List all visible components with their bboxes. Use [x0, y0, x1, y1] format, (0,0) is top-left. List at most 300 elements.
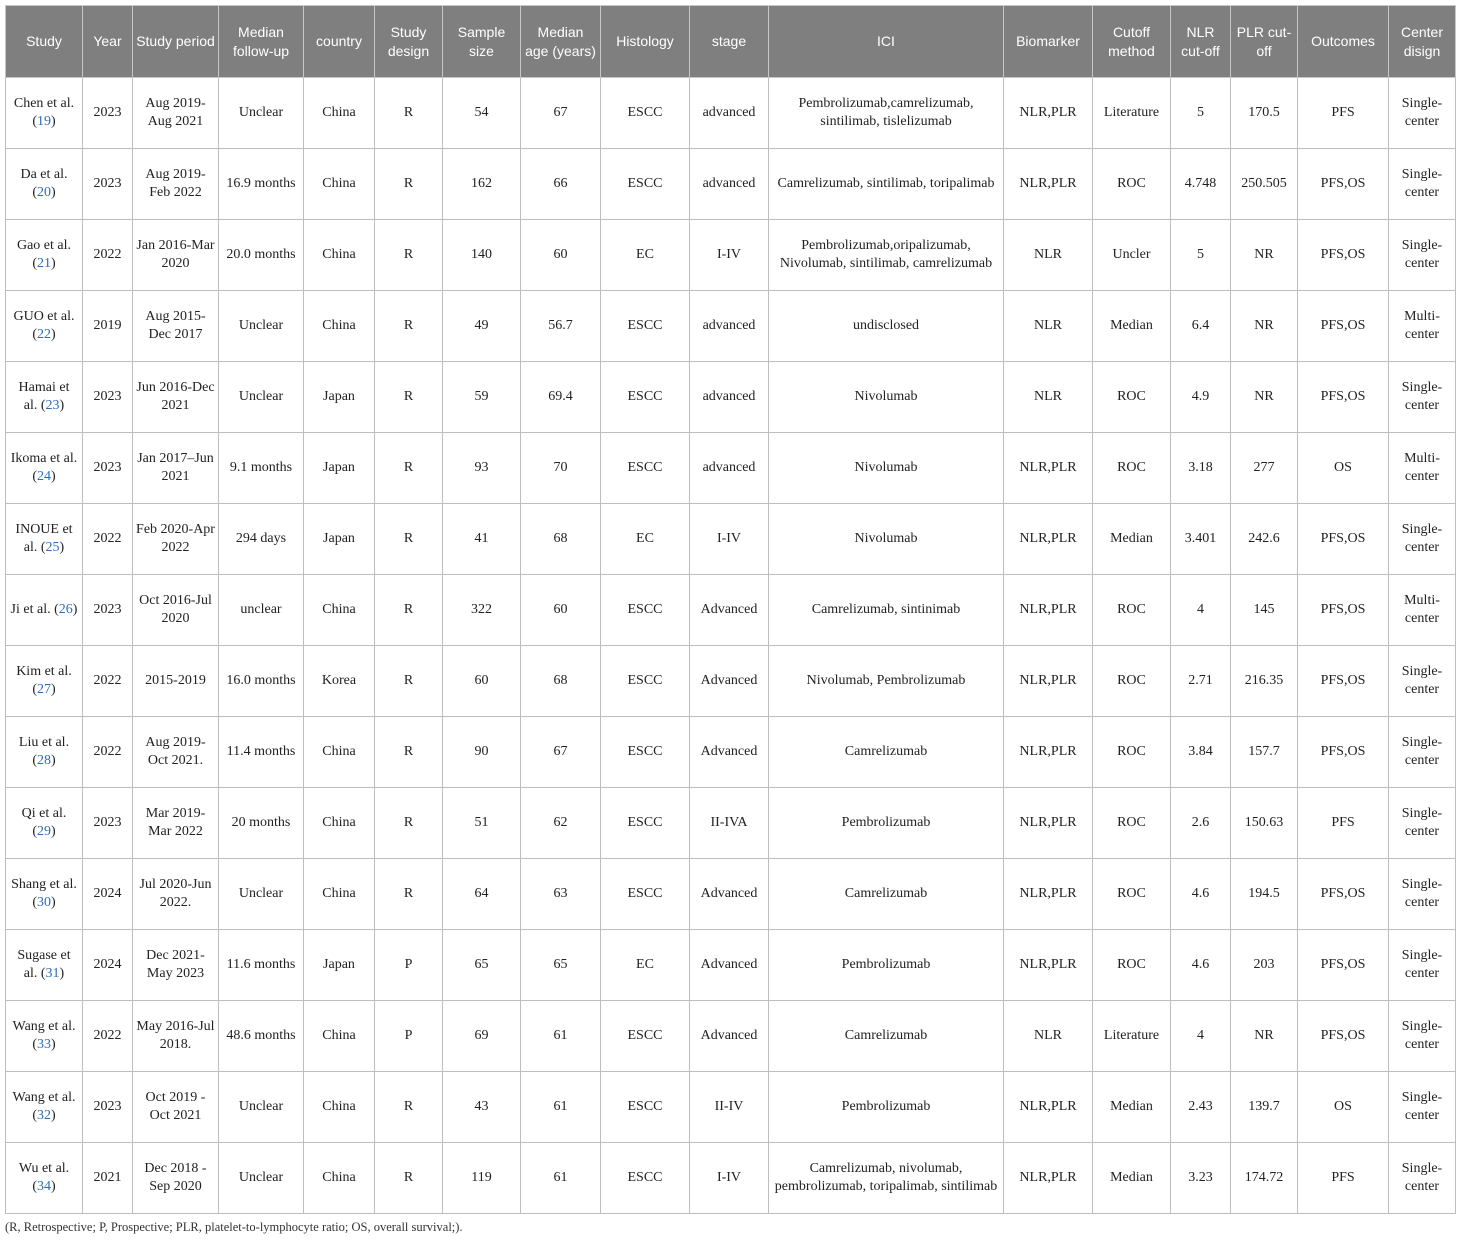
- study-name: Da et al. (: [20, 166, 68, 200]
- year-cell: 2023: [83, 575, 133, 646]
- nlr-cell: 2.6: [1171, 788, 1231, 859]
- ici-cell: Camrelizumab: [769, 717, 1004, 788]
- reference-close-paren: ): [51, 824, 56, 839]
- stage-cell: II-IVA: [690, 788, 769, 859]
- ici-cell: Pembrolizumab: [769, 930, 1004, 1001]
- reference-link[interactable]: 34: [37, 1179, 51, 1194]
- period-cell: 2015-2019: [133, 646, 219, 717]
- column-header: Sample size: [443, 6, 521, 78]
- histology-cell: ESCC: [601, 1001, 690, 1072]
- center-cell: Single-center: [1389, 220, 1456, 291]
- column-header: Median follow-up: [219, 6, 304, 78]
- cutoff-cell: ROC: [1093, 930, 1171, 1001]
- age-cell: 60: [521, 220, 601, 291]
- followup-cell: unclear: [219, 575, 304, 646]
- cutoff-cell: Median: [1093, 1072, 1171, 1143]
- study-characteristics-table: [5, 5, 1456, 1214]
- outcomes-cell: PFS,OS: [1298, 930, 1389, 1001]
- study-cell: [6, 1001, 83, 1072]
- study-cell: [6, 504, 83, 575]
- followup-cell: Unclear: [219, 1143, 304, 1214]
- study-cell: [6, 362, 83, 433]
- biomarker-cell: NLR,PLR: [1004, 433, 1093, 504]
- age-cell: 70: [521, 433, 601, 504]
- plr-cell: NR: [1231, 291, 1298, 362]
- biomarker-cell: NLR,PLR: [1004, 646, 1093, 717]
- reference-link[interactable]: 20: [37, 185, 51, 200]
- followup-cell: 20.0 months: [219, 220, 304, 291]
- table-row: [6, 362, 1456, 433]
- age-cell: 68: [521, 646, 601, 717]
- ici-cell: Pembrolizumab,camrelizumab, sintilimab, tislelizumab: [769, 78, 1004, 149]
- stage-cell: advanced: [690, 149, 769, 220]
- study-name: Hamai et al. (: [18, 379, 70, 413]
- study-cell: [6, 930, 83, 1001]
- histology-cell: EC: [601, 220, 690, 291]
- study-name: Gao et al. (: [16, 237, 72, 271]
- plr-cell: 139.7: [1231, 1072, 1298, 1143]
- country-cell: China: [304, 575, 375, 646]
- year-cell: 2022: [83, 220, 133, 291]
- table-row: [6, 149, 1456, 220]
- column-header: Outcomes: [1298, 6, 1389, 78]
- stage-cell: advanced: [690, 433, 769, 504]
- ici-cell: Camrelizumab: [769, 1001, 1004, 1072]
- header-row: [6, 6, 1456, 78]
- year-cell: 2023: [83, 788, 133, 859]
- stage-cell: Advanced: [690, 859, 769, 930]
- column-header: stage: [690, 6, 769, 78]
- reference-close-paren: ): [72, 601, 78, 617]
- period-cell: Aug 2019-Feb 2022: [133, 149, 219, 220]
- study-name: Ikoma et al. (: [10, 450, 78, 484]
- country-cell: Japan: [304, 433, 375, 504]
- stage-cell: II-IV: [690, 1072, 769, 1143]
- year-cell: 2023: [83, 1072, 133, 1143]
- study-cell: [6, 149, 83, 220]
- nlr-cell: 5: [1171, 220, 1231, 291]
- plr-cell: 174.72: [1231, 1143, 1298, 1214]
- sample-cell: 43: [443, 1072, 521, 1143]
- cutoff-cell: ROC: [1093, 859, 1171, 930]
- year-cell: 2023: [83, 78, 133, 149]
- stage-cell: advanced: [690, 291, 769, 362]
- cutoff-cell: Median: [1093, 291, 1171, 362]
- column-header: Median age (years): [521, 6, 601, 78]
- center-cell: Single-center: [1389, 788, 1456, 859]
- table-row: [6, 291, 1456, 362]
- year-cell: 2022: [83, 504, 133, 575]
- study-cell: [6, 220, 83, 291]
- cutoff-cell: Literature: [1093, 1001, 1171, 1072]
- period-cell: Oct 2019 -Oct 2021: [133, 1072, 219, 1143]
- period-cell: Jan 2017–Jun 2021: [133, 433, 219, 504]
- study-name: GUO et al. (: [13, 308, 75, 342]
- nlr-cell: 5: [1171, 78, 1231, 149]
- age-cell: 65: [521, 930, 601, 1001]
- country-cell: China: [304, 1001, 375, 1072]
- outcomes-cell: PFS: [1298, 78, 1389, 149]
- nlr-cell: 4: [1171, 575, 1231, 646]
- histology-cell: EC: [601, 930, 690, 1001]
- year-cell: 2023: [83, 149, 133, 220]
- plr-cell: 194.5: [1231, 859, 1298, 930]
- country-cell: China: [304, 788, 375, 859]
- sample-cell: 93: [443, 433, 521, 504]
- design-cell: R: [375, 433, 443, 504]
- cutoff-cell: Literature: [1093, 78, 1171, 149]
- period-cell: Mar 2019-Mar 2022: [133, 788, 219, 859]
- period-cell: Aug 2019-Aug 2021: [133, 78, 219, 149]
- histology-cell: ESCC: [601, 291, 690, 362]
- period-cell: Feb 2020-Apr 2022: [133, 504, 219, 575]
- country-cell: China: [304, 1143, 375, 1214]
- ici-cell: Camrelizumab, sintilimab, toripalimab: [769, 149, 1004, 220]
- reference-link[interactable]: 28: [37, 753, 51, 768]
- plr-cell: 203: [1231, 930, 1298, 1001]
- table-row: [6, 788, 1456, 859]
- study-cell: [6, 433, 83, 504]
- year-cell: 2024: [83, 859, 133, 930]
- country-cell: China: [304, 291, 375, 362]
- outcomes-cell: PFS: [1298, 1143, 1389, 1214]
- outcomes-cell: PFS,OS: [1298, 646, 1389, 717]
- histology-cell: ESCC: [601, 78, 690, 149]
- column-header: Histology: [601, 6, 690, 78]
- country-cell: China: [304, 859, 375, 930]
- column-header: Study design: [375, 6, 443, 78]
- ici-cell: Camrelizumab, nivolumab, pembrolizumab, toripalimab, sintilimab: [769, 1143, 1004, 1214]
- nlr-cell: 3.401: [1171, 504, 1231, 575]
- age-cell: 67: [521, 717, 601, 788]
- column-header: Study: [6, 6, 83, 78]
- stage-cell: advanced: [690, 362, 769, 433]
- biomarker-cell: NLR,PLR: [1004, 717, 1093, 788]
- column-header: PLR cut-off: [1231, 6, 1298, 78]
- nlr-cell: 3.18: [1171, 433, 1231, 504]
- reference-close-paren: ): [59, 398, 65, 413]
- followup-cell: 48.6 months: [219, 1001, 304, 1072]
- outcomes-cell: PFS: [1298, 788, 1389, 859]
- age-cell: 62: [521, 788, 601, 859]
- year-cell: 2022: [83, 1001, 133, 1072]
- reference-link[interactable]: 25: [45, 540, 60, 555]
- cutoff-cell: ROC: [1093, 717, 1171, 788]
- design-cell: R: [375, 1143, 443, 1214]
- reference-close-paren: ): [51, 256, 56, 271]
- center-cell: Single-center: [1389, 78, 1456, 149]
- plr-cell: 150.63: [1231, 788, 1298, 859]
- reference-close-paren: ): [51, 682, 56, 697]
- plr-cell: 250.505: [1231, 149, 1298, 220]
- plr-cell: NR: [1231, 220, 1298, 291]
- nlr-cell: 2.43: [1171, 1072, 1231, 1143]
- year-cell: 2021: [83, 1143, 133, 1214]
- reference-link[interactable]: 22: [37, 327, 51, 342]
- center-cell: Single-center: [1389, 149, 1456, 220]
- stage-cell: I-IV: [690, 1143, 769, 1214]
- study-cell: [6, 291, 83, 362]
- reference-link[interactable]: 23: [45, 398, 60, 413]
- nlr-cell: 6.4: [1171, 291, 1231, 362]
- age-cell: 61: [521, 1001, 601, 1072]
- year-cell: 2023: [83, 362, 133, 433]
- column-header: Year: [83, 6, 133, 78]
- reference-link[interactable]: 31: [45, 966, 60, 981]
- histology-cell: ESCC: [601, 859, 690, 930]
- design-cell: R: [375, 504, 443, 575]
- nlr-cell: 4.748: [1171, 149, 1231, 220]
- sample-cell: 41: [443, 504, 521, 575]
- cutoff-cell: Median: [1093, 504, 1171, 575]
- age-cell: 67: [521, 78, 601, 149]
- plr-cell: 216.35: [1231, 646, 1298, 717]
- outcomes-cell: PFS,OS: [1298, 1001, 1389, 1072]
- biomarker-cell: NLR,PLR: [1004, 1143, 1093, 1214]
- histology-cell: ESCC: [601, 1072, 690, 1143]
- sample-cell: 119: [443, 1143, 521, 1214]
- table-row: [6, 504, 1456, 575]
- reference-close-paren: ): [51, 895, 56, 910]
- age-cell: 61: [521, 1072, 601, 1143]
- center-cell: Single-center: [1389, 1143, 1456, 1214]
- table-row: [6, 433, 1456, 504]
- design-cell: R: [375, 1072, 443, 1143]
- biomarker-cell: NLR: [1004, 291, 1093, 362]
- sample-cell: 59: [443, 362, 521, 433]
- histology-cell: ESCC: [601, 788, 690, 859]
- column-header: Biomarker: [1004, 6, 1093, 78]
- stage-cell: Advanced: [690, 646, 769, 717]
- stage-cell: I-IV: [690, 220, 769, 291]
- ici-cell: Pembrolizumab: [769, 1072, 1004, 1143]
- followup-cell: 9.1 months: [219, 433, 304, 504]
- reference-link[interactable]: 21: [37, 256, 51, 271]
- followup-cell: Unclear: [219, 1072, 304, 1143]
- nlr-cell: 2.71: [1171, 646, 1231, 717]
- year-cell: 2024: [83, 930, 133, 1001]
- design-cell: R: [375, 646, 443, 717]
- year-cell: 2019: [83, 291, 133, 362]
- design-cell: R: [375, 291, 443, 362]
- sample-cell: 65: [443, 930, 521, 1001]
- period-cell: Jun 2016-Dec 2021: [133, 362, 219, 433]
- period-cell: Aug 2015-Dec 2017: [133, 291, 219, 362]
- followup-cell: 294 days: [219, 504, 304, 575]
- column-header: NLR cut-off: [1171, 6, 1231, 78]
- followup-cell: 16.9 months: [219, 149, 304, 220]
- age-cell: 69.4: [521, 362, 601, 433]
- reference-link[interactable]: 32: [37, 1108, 51, 1123]
- ici-cell: Pembrolizumab,oripalizumab, Nivolumab, sintilimab, camrelizumab: [769, 220, 1004, 291]
- column-header: Cutoff method: [1093, 6, 1171, 78]
- sample-cell: 140: [443, 220, 521, 291]
- center-cell: Single-center: [1389, 859, 1456, 930]
- study-cell: [6, 646, 83, 717]
- cutoff-cell: ROC: [1093, 362, 1171, 433]
- sample-cell: 69: [443, 1001, 521, 1072]
- reference-link[interactable]: 30: [37, 895, 51, 910]
- nlr-cell: 3.23: [1171, 1143, 1231, 1214]
- biomarker-cell: NLR,PLR: [1004, 78, 1093, 149]
- study-name: Sugase et al. (: [17, 947, 71, 981]
- followup-cell: Unclear: [219, 78, 304, 149]
- plr-cell: 277: [1231, 433, 1298, 504]
- table-row: [6, 220, 1456, 291]
- design-cell: P: [375, 930, 443, 1001]
- period-cell: Dec 2021-May 2023: [133, 930, 219, 1001]
- nlr-cell: 4.9: [1171, 362, 1231, 433]
- design-cell: R: [375, 78, 443, 149]
- outcomes-cell: PFS,OS: [1298, 362, 1389, 433]
- stage-cell: advanced: [690, 78, 769, 149]
- reference-close-paren: ): [51, 1179, 56, 1194]
- biomarker-cell: NLR,PLR: [1004, 859, 1093, 930]
- reference-close-paren: ): [51, 753, 56, 768]
- column-header: Center disign: [1389, 6, 1456, 78]
- column-header: ICI: [769, 6, 1004, 78]
- study-cell: [6, 788, 83, 859]
- reference-link[interactable]: 26: [58, 601, 73, 617]
- reference-link[interactable]: 33: [37, 1037, 51, 1052]
- center-cell: Multi-center: [1389, 575, 1456, 646]
- reference-close-paren: ): [51, 1037, 56, 1052]
- design-cell: R: [375, 220, 443, 291]
- center-cell: Single-center: [1389, 930, 1456, 1001]
- center-cell: Multi-center: [1389, 433, 1456, 504]
- design-cell: R: [375, 788, 443, 859]
- study-cell: [6, 575, 83, 646]
- study-name: Wu et al. (: [18, 1160, 70, 1194]
- age-cell: 68: [521, 504, 601, 575]
- table-row: [6, 78, 1456, 149]
- study-name: Wang et al. (: [12, 1089, 76, 1123]
- reference-close-paren: ): [51, 185, 56, 200]
- outcomes-cell: PFS,OS: [1298, 575, 1389, 646]
- center-cell: Single-center: [1389, 717, 1456, 788]
- nlr-cell: 3.84: [1171, 717, 1231, 788]
- plr-cell: NR: [1231, 362, 1298, 433]
- year-cell: 2023: [83, 433, 133, 504]
- center-cell: Single-center: [1389, 1001, 1456, 1072]
- cutoff-cell: ROC: [1093, 575, 1171, 646]
- year-cell: 2022: [83, 646, 133, 717]
- study-cell: [6, 859, 83, 930]
- country-cell: China: [304, 149, 375, 220]
- period-cell: Oct 2016-Jul 2020: [133, 575, 219, 646]
- sample-cell: 64: [443, 859, 521, 930]
- cutoff-cell: ROC: [1093, 149, 1171, 220]
- study-name: Chen et al. (: [13, 95, 75, 129]
- stage-cell: I-IV: [690, 504, 769, 575]
- nlr-cell: 4.6: [1171, 930, 1231, 1001]
- outcomes-cell: OS: [1298, 433, 1389, 504]
- sample-cell: 90: [443, 717, 521, 788]
- reference-link[interactable]: 24: [37, 469, 51, 484]
- reference-close-paren: ): [59, 966, 65, 981]
- reference-link[interactable]: 19: [37, 114, 51, 129]
- histology-cell: ESCC: [601, 149, 690, 220]
- column-header: country: [304, 6, 375, 78]
- design-cell: P: [375, 1001, 443, 1072]
- center-cell: Single-center: [1389, 362, 1456, 433]
- biomarker-cell: NLR,PLR: [1004, 575, 1093, 646]
- biomarker-cell: NLR,PLR: [1004, 788, 1093, 859]
- sample-cell: 162: [443, 149, 521, 220]
- plr-cell: 157.7: [1231, 717, 1298, 788]
- column-header: Study period: [133, 6, 219, 78]
- outcomes-cell: PFS,OS: [1298, 717, 1389, 788]
- table-body: [6, 78, 1456, 1214]
- center-cell: Multi-center: [1389, 291, 1456, 362]
- table-row: [6, 575, 1456, 646]
- year-cell: 2022: [83, 717, 133, 788]
- country-cell: Japan: [304, 362, 375, 433]
- stage-cell: Advanced: [690, 575, 769, 646]
- country-cell: China: [304, 78, 375, 149]
- table-row: [6, 1001, 1456, 1072]
- reference-link[interactable]: 29: [37, 824, 51, 839]
- followup-cell: Unclear: [219, 291, 304, 362]
- ici-cell: Nivolumab, Pembrolizumab: [769, 646, 1004, 717]
- sample-cell: 51: [443, 788, 521, 859]
- biomarker-cell: NLR: [1004, 220, 1093, 291]
- table-footnote: (R, Retrospective; P, Prospective; PLR, platelet-to-lymphocyte ratio; OS, overall survival;).: [5, 1220, 463, 1234]
- reference-close-paren: ): [51, 327, 56, 342]
- center-cell: Single-center: [1389, 504, 1456, 575]
- biomarker-cell: NLR,PLR: [1004, 149, 1093, 220]
- study-cell: [6, 1143, 83, 1214]
- followup-cell: 11.6 months: [219, 930, 304, 1001]
- ici-cell: undisclosed: [769, 291, 1004, 362]
- histology-cell: EC: [601, 504, 690, 575]
- followup-cell: Unclear: [219, 362, 304, 433]
- study-name: Ji et al. (: [10, 601, 59, 617]
- plr-cell: 170.5: [1231, 78, 1298, 149]
- age-cell: 61: [521, 1143, 601, 1214]
- plr-cell: NR: [1231, 1001, 1298, 1072]
- followup-cell: 11.4 months: [219, 717, 304, 788]
- biomarker-cell: NLR: [1004, 1001, 1093, 1072]
- histology-cell: ESCC: [601, 1143, 690, 1214]
- followup-cell: 16.0 months: [219, 646, 304, 717]
- outcomes-cell: PFS,OS: [1298, 859, 1389, 930]
- study-cell: [6, 78, 83, 149]
- cutoff-cell: Median: [1093, 1143, 1171, 1214]
- table-row: [6, 930, 1456, 1001]
- study-name: Wang et al. (: [12, 1018, 76, 1052]
- ici-cell: Camrelizumab, sintinimab: [769, 575, 1004, 646]
- sample-cell: 322: [443, 575, 521, 646]
- biomarker-cell: NLR,PLR: [1004, 1072, 1093, 1143]
- period-cell: Jan 2016-Mar 2020: [133, 220, 219, 291]
- reference-link[interactable]: 27: [37, 682, 51, 697]
- cutoff-cell: Uncler: [1093, 220, 1171, 291]
- country-cell: China: [304, 220, 375, 291]
- design-cell: R: [375, 717, 443, 788]
- design-cell: R: [375, 575, 443, 646]
- study-cell: [6, 1072, 83, 1143]
- age-cell: 66: [521, 149, 601, 220]
- study-name: INOUE et al. (: [15, 521, 73, 555]
- ici-cell: Nivolumab: [769, 433, 1004, 504]
- outcomes-cell: PFS,OS: [1298, 149, 1389, 220]
- table-row: [6, 1072, 1456, 1143]
- study-name: Kim et al. (: [16, 663, 72, 697]
- reference-close-paren: ): [51, 469, 56, 484]
- nlr-cell: 4: [1171, 1001, 1231, 1072]
- nlr-cell: 4.6: [1171, 859, 1231, 930]
